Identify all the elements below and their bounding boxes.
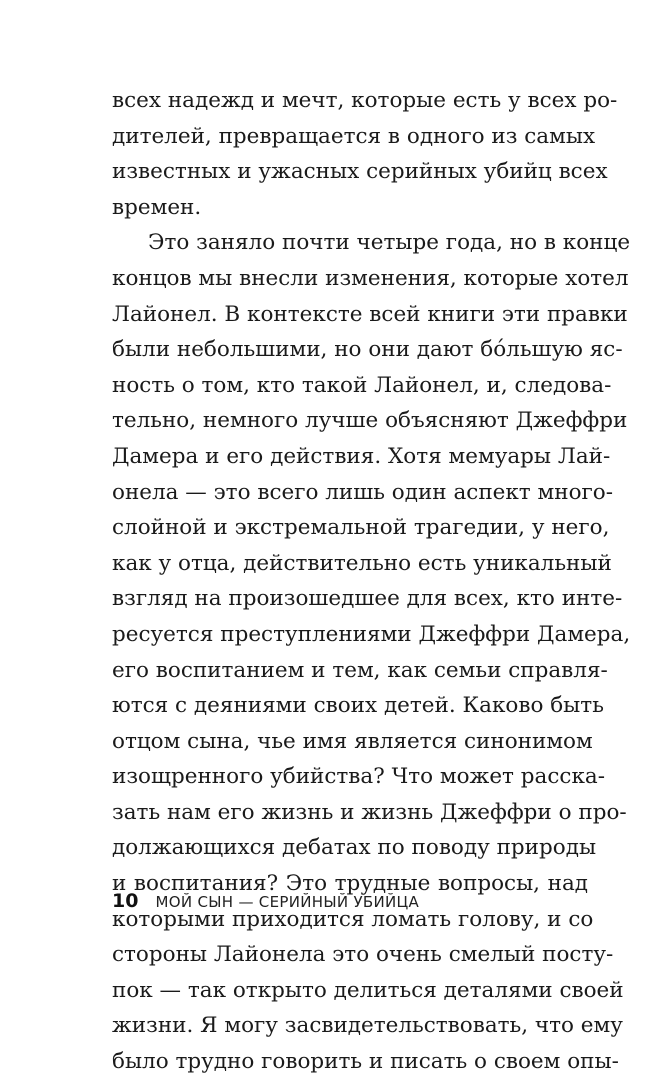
text-line: онела — это всего лишь один аспект много-: [112, 479, 614, 505]
text-line: Дамера и его действия. Хотя мемуары Лай-: [112, 443, 611, 469]
text-line: зать нам его жизнь и жизнь Джеффри о про-: [112, 799, 627, 825]
text-line: слойной и экстремальной трагедии, у него,: [112, 515, 610, 541]
text-line: всех надежд и мечт, которые есть у всех ро-: [112, 88, 618, 113]
page-footer: [112, 886, 419, 916]
text-line: ресуется преступлениями Джеффри Дамера,: [112, 621, 631, 647]
text-line: должающихся дебатах по поводу природы: [112, 835, 597, 861]
page-body: [112, 83, 631, 1080]
text-line: и воспитания? Это трудные вопросы, над: [112, 871, 588, 897]
text-line: которыми приходится ломать голову, и со: [112, 906, 594, 932]
text-line: ность о том, кто такой Лайонел, и, следова-: [112, 372, 612, 398]
text-line: его воспитанием и тем, как семьи справля-: [112, 657, 608, 683]
text-line: пок — так открыто делиться деталями своей: [112, 977, 624, 1003]
text-line: Это заняло почти четыре года, но в конце: [148, 230, 631, 256]
text-line: дителей, превращается в одного из самых: [112, 123, 596, 149]
running-title: МОЙ СЫН — СЕРИЙНЫЙ УБИЙЦА: [155, 893, 420, 911]
text-line: известных и ужасных серийных убийц всех: [112, 159, 608, 185]
text-line: было трудно говорить и писать о своем опы-: [112, 1049, 619, 1075]
page-number: 10: [112, 890, 139, 912]
text-line: жизни. Я могу засвидетельствовать, что ему: [112, 1013, 623, 1039]
text-line: Лайонел. В контексте всей книги эти правки: [112, 301, 628, 327]
text-line: изощренного убийства? Что может расска-: [112, 764, 605, 790]
text-line: времен.: [112, 194, 202, 220]
text-line: концов мы внесли изменения, которые хотел: [112, 265, 629, 291]
text-line: были небольшими, но они дают бо́льшую яс-: [112, 337, 623, 363]
text-line: тельно, немного лучше объясняют Джеффри: [112, 408, 628, 434]
text-line: отцом сына, чье имя является синонимом: [112, 728, 593, 754]
text-line: как у отца, действительно есть уникальный: [112, 550, 612, 576]
text-line: ются с деяниями своих детей. Каково быть: [112, 693, 604, 719]
text-line: взгляд на произошедшее для всех, кто инте-: [112, 586, 623, 612]
text-line: стороны Лайонела это очень смелый посту-: [112, 942, 614, 968]
